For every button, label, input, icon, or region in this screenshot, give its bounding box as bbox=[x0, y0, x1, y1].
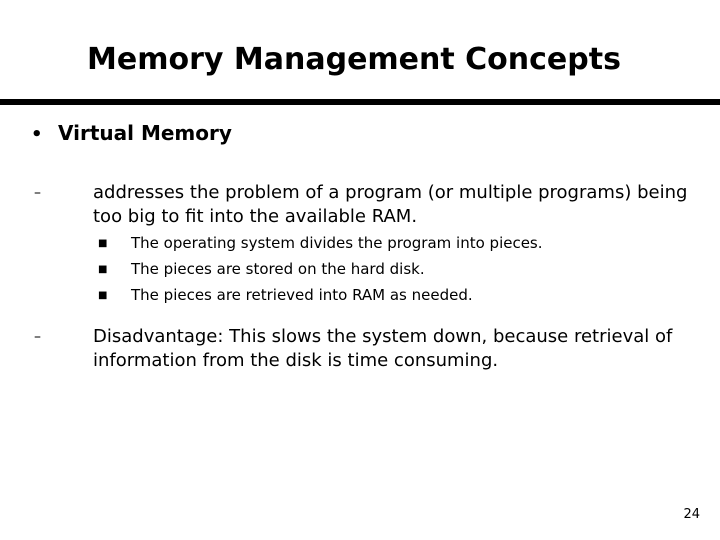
detail-text: The pieces are retrieved into RAM as needed. bbox=[131, 286, 473, 304]
page-number: 24 bbox=[683, 507, 700, 522]
subpoint-text: addresses the problem of a program (or multiple programs) being too big to fit into the available RAM. bbox=[93, 182, 688, 227]
square-bullet-icon: ■ bbox=[98, 238, 108, 249]
square-bullet-icon: ■ bbox=[98, 264, 108, 275]
detail-text: The operating system divides the program into pieces. bbox=[131, 234, 543, 252]
subpoint-text: Disadvantage: This slows the system down, because retrieval of information from the disk is time consuming. bbox=[93, 326, 673, 371]
bullet-label: Virtual Memory bbox=[58, 121, 232, 145]
detail-item bbox=[98, 256, 698, 283]
detail-item bbox=[98, 282, 698, 309]
subpoint-addresses-problem bbox=[34, 181, 704, 229]
square-bullet-icon: ■ bbox=[98, 290, 108, 301]
bullet-dot-icon: • bbox=[31, 124, 43, 145]
title-divider bbox=[0, 99, 720, 105]
detail-text: The pieces are stored on the hard disk. bbox=[131, 260, 425, 278]
dash-icon: – bbox=[34, 185, 41, 201]
slide-title: Memory Management Concepts bbox=[87, 42, 621, 77]
dash-icon: – bbox=[34, 329, 41, 345]
subpoint-disadvantage bbox=[34, 325, 704, 373]
detail-item bbox=[98, 230, 698, 257]
bullet-virtual-memory bbox=[31, 118, 232, 150]
